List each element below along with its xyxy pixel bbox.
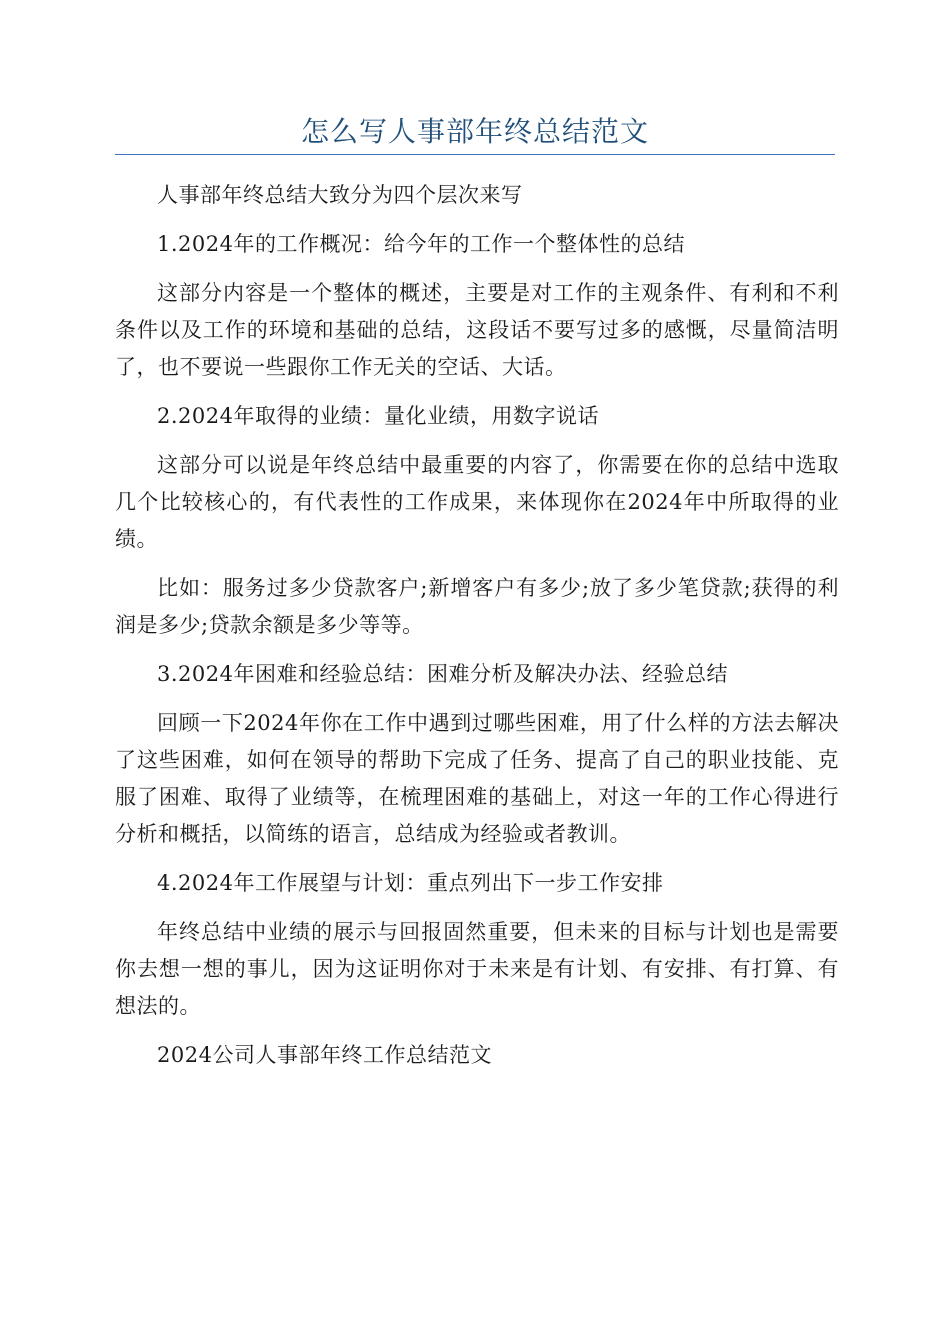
intro-paragraph: 人事部年终总结大致分为四个层次来写 (157, 183, 523, 207)
section-body-3: 回顾一下2024年你在工作中遇到过哪些困难，用了什么样的方法去解决了这些困难，如何在领导的帮助下完成了任务、提高了自己的职业技能、克服了困难、取得了业绩等，在梳理困难的基础上，对这一年的工作心得进行分析和概括，以简练的语言，总结成为经验或者教训。 (115, 711, 839, 846)
document-body (115, 177, 839, 1086)
section-body-1: 这部分内容是一个整体的概述，主要是对工作的主观条件、有利和不利条件以及工作的环境和基础的总结，这段话不要写过多的感慨，尽量简洁明了，也不要说一些跟你工作无关的空话、大话。 (115, 281, 839, 379)
title-underline (115, 154, 835, 155)
section-example-2: 比如：服务过多少贷款客户;新增客户有多少;放了多少笔贷款;获得的利润是多少;贷款余额是多少等等。 (115, 576, 839, 637)
document-title: 怎么写人事部年终总结范文 (300, 115, 649, 148)
section-heading-3: 3.2024年困难和经验总结：困难分析及解决办法、经验总结 (157, 662, 728, 686)
section-body-2: 这部分可以说是年终总结中最重要的内容了，你需要在你的总结中选取几个比较核心的，有代表性的工作成果，来体现你在2024年中所取得的业绩。 (115, 453, 839, 551)
section-heading-4: 4.2024年工作展望与计划：重点列出下一步工作安排 (157, 871, 664, 895)
closing-subtitle: 2024公司人事部年终工作总结范文 (157, 1043, 492, 1067)
section-heading-2: 2.2024年取得的业绩：量化业绩，用数字说话 (157, 404, 599, 428)
section-body-4: 年终总结中业绩的展示与回报固然重要，但未来的目标与计划也是需要你去想一想的事儿，因为这证明你对于未来是有计划、有安排、有打算、有想法的。 (115, 920, 839, 1018)
section-heading-1: 1.2024年的工作概况：给今年的工作一个整体性的总结 (157, 232, 685, 256)
